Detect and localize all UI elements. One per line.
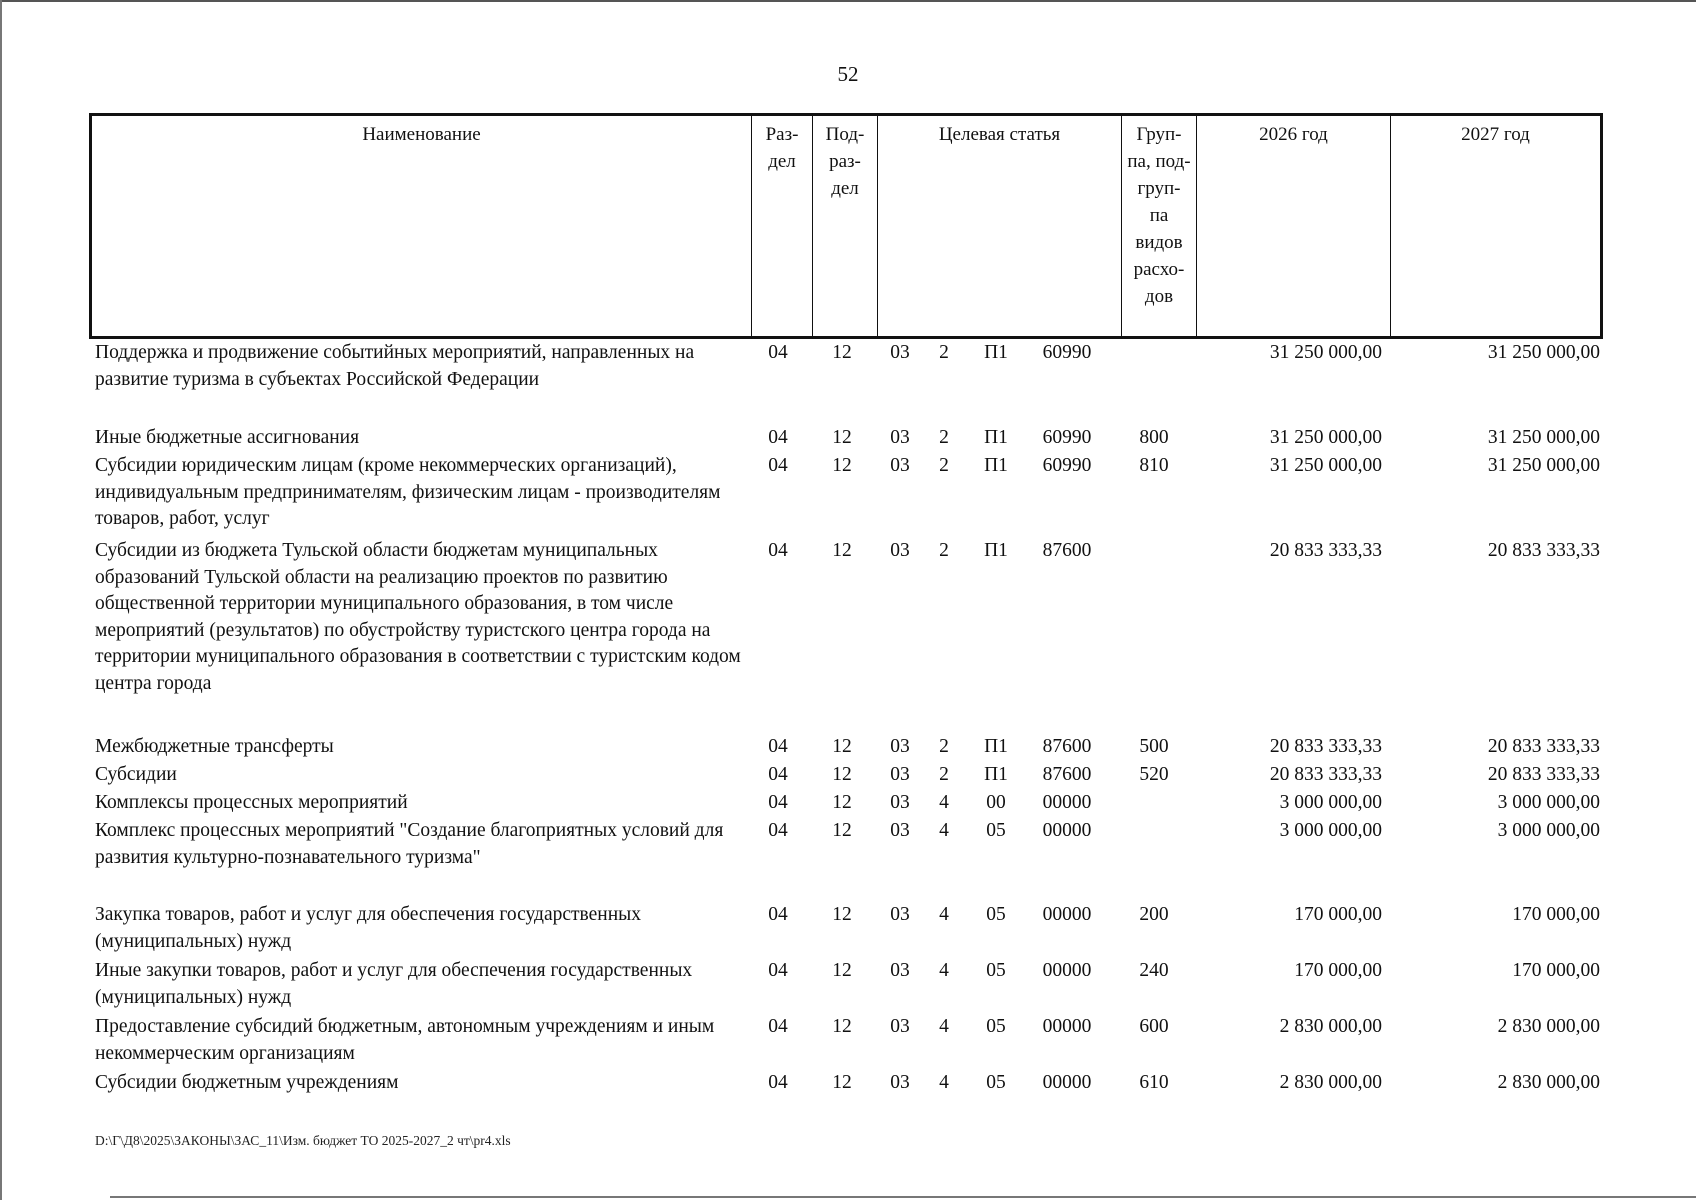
cell-target-structure: П1 xyxy=(984,764,1008,785)
cell-target-type: 4 xyxy=(939,820,949,841)
cell-target-program: 03 xyxy=(890,960,910,981)
cell-podrazdel: 12 xyxy=(832,792,852,813)
cell-amount-2027: 20 833 333,33 xyxy=(1487,736,1600,757)
cell-target-structure: 05 xyxy=(986,904,1006,925)
cell-amount-2027: 3 000 000,00 xyxy=(1497,792,1600,813)
cell-podrazdel: 12 xyxy=(832,960,852,981)
cell-podrazdel: 12 xyxy=(832,1016,852,1037)
cell-target-type: 2 xyxy=(939,342,949,363)
page-border-left xyxy=(0,0,2,1200)
header-year-2026: 2026 год xyxy=(1197,116,1391,336)
cell-amount-2027: 3 000 000,00 xyxy=(1497,820,1600,841)
cell-name: Закупка товаров, работ и услуг для обеспечения государственных (муниципальных) нужд xyxy=(95,904,642,952)
cell-target-program: 03 xyxy=(890,820,910,841)
cell-target-type: 2 xyxy=(939,427,949,448)
header-podrazdel: Под- раз- дел xyxy=(813,116,878,336)
header-razdel: Раз- дел xyxy=(752,116,813,336)
cell-target-program: 03 xyxy=(890,1072,910,1093)
cell-name: Комплексы процессных мероприятий xyxy=(95,792,408,813)
header-year-2027: 2027 год xyxy=(1461,124,1530,145)
page-number: 52 xyxy=(837,62,859,86)
cell-amount-2026: 2 830 000,00 xyxy=(1279,1016,1382,1037)
cell-razdel: 04 xyxy=(768,1072,788,1093)
cell-target-program: 03 xyxy=(890,455,910,476)
cell-razdel: 04 xyxy=(768,904,788,925)
page-border-bottom xyxy=(110,1196,1696,1198)
cell-expense-group: 810 xyxy=(1139,455,1169,476)
cell-name: Комплекс процессных мероприятий "Создание благоприятных условий для развития культурно-познавательного туризма" xyxy=(95,820,724,868)
cell-podrazdel: 12 xyxy=(832,736,852,757)
cell-target-direction: 60990 xyxy=(1042,342,1092,363)
cell-target-structure: 05 xyxy=(986,820,1006,841)
cell-podrazdel: 12 xyxy=(832,540,852,561)
cell-target-type: 4 xyxy=(939,904,949,925)
cell-target-direction: 87600 xyxy=(1042,736,1092,757)
cell-target-direction: 00000 xyxy=(1042,960,1092,981)
cell-razdel: 04 xyxy=(768,1016,788,1037)
cell-target-type: 2 xyxy=(939,736,949,757)
cell-podrazdel: 12 xyxy=(832,820,852,841)
cell-amount-2026: 3 000 000,00 xyxy=(1279,820,1382,841)
cell-target-structure: П1 xyxy=(984,342,1008,363)
cell-name: Субсидии юридическим лицам (кроме некоммерческих организаций), индивидуальным предпринимателям, физическим лицам - производителям товаров, работ, услуг xyxy=(95,455,721,529)
cell-target-direction: 60990 xyxy=(1042,455,1092,476)
cell-target-structure: 05 xyxy=(986,1072,1006,1093)
cell-target-direction: 87600 xyxy=(1042,540,1092,561)
cell-expense-group: 600 xyxy=(1139,1016,1169,1037)
cell-amount-2027: 170 000,00 xyxy=(1512,904,1600,925)
cell-razdel: 04 xyxy=(768,736,788,757)
cell-razdel: 04 xyxy=(768,960,788,981)
header-name: Наименование xyxy=(92,116,752,336)
cell-target-program: 03 xyxy=(890,736,910,757)
cell-amount-2026: 20 833 333,33 xyxy=(1269,764,1382,785)
cell-amount-2027: 20 833 333,33 xyxy=(1487,764,1600,785)
cell-amount-2026: 20 833 333,33 xyxy=(1269,736,1382,757)
cell-name: Предоставление субсидий бюджетным, автономным учреждениям и иным некоммерческим организациям xyxy=(95,1016,715,1064)
cell-name: Субсидии xyxy=(95,764,177,785)
cell-expense-group: 610 xyxy=(1139,1072,1169,1093)
cell-target-program: 03 xyxy=(890,792,910,813)
cell-name: Субсидии бюджетным учреждениям xyxy=(95,1072,399,1093)
cell-target-direction: 00000 xyxy=(1042,904,1092,925)
cell-target-direction: 00000 xyxy=(1042,792,1092,813)
cell-razdel: 04 xyxy=(768,764,788,785)
cell-target-direction: 00000 xyxy=(1042,820,1092,841)
cell-amount-2027: 31 250 000,00 xyxy=(1487,427,1600,448)
cell-name: Иные закупки товаров, работ и услуг для обеспечения государственных (муниципальных) нужд xyxy=(95,960,693,1008)
cell-razdel: 04 xyxy=(768,792,788,813)
cell-amount-2027: 2 830 000,00 xyxy=(1497,1072,1600,1093)
cell-podrazdel: 12 xyxy=(832,1072,852,1093)
cell-amount-2026: 170 000,00 xyxy=(1294,904,1382,925)
cell-podrazdel: 12 xyxy=(832,342,852,363)
cell-podrazdel: 12 xyxy=(832,455,852,476)
cell-target-program: 03 xyxy=(890,904,910,925)
cell-target-program: 03 xyxy=(890,764,910,785)
header-expense-group: Груп- па, под- груп- па видов расхо- дов xyxy=(1122,116,1197,336)
cell-target-program: 03 xyxy=(890,342,910,363)
table-header xyxy=(89,113,1603,339)
cell-target-type: 2 xyxy=(939,540,949,561)
cell-target-type: 2 xyxy=(939,455,949,476)
cell-name: Поддержка и продвижение событийных мероприятий, направленных на развитие туризма в субъектах Российской Федерации xyxy=(95,342,695,390)
cell-target-direction: 87600 xyxy=(1042,764,1092,785)
cell-target-type: 4 xyxy=(939,1016,949,1037)
page-border-top xyxy=(0,0,1696,6)
cell-podrazdel: 12 xyxy=(832,427,852,448)
cell-amount-2027: 2 830 000,00 xyxy=(1497,1016,1600,1037)
cell-name: Межбюджетные трансферты xyxy=(95,736,334,757)
cell-target-direction: 00000 xyxy=(1042,1016,1092,1037)
cell-amount-2026: 20 833 333,33 xyxy=(1269,540,1382,561)
cell-target-type: 2 xyxy=(939,764,949,785)
cell-target-structure: П1 xyxy=(984,540,1008,561)
cell-target-direction: 60990 xyxy=(1042,427,1092,448)
cell-amount-2027: 20 833 333,33 xyxy=(1487,540,1600,561)
cell-target-structure: П1 xyxy=(984,455,1008,476)
cell-amount-2026: 3 000 000,00 xyxy=(1279,792,1382,813)
cell-expense-group: 500 xyxy=(1139,736,1169,757)
cell-amount-2027: 170 000,00 xyxy=(1512,960,1600,981)
cell-expense-group: 200 xyxy=(1139,904,1169,925)
cell-target-direction: 00000 xyxy=(1042,1072,1092,1093)
cell-amount-2027: 31 250 000,00 xyxy=(1487,342,1600,363)
cell-target-program: 03 xyxy=(890,1016,910,1037)
cell-target-program: 03 xyxy=(890,540,910,561)
cell-amount-2027: 31 250 000,00 xyxy=(1487,455,1600,476)
file-path-footer: D:\Г\Д8\2025\ЗАКОНЫ\ЗАС_11\Изм. бюджет ТО 2025-2027_2 чт\pr4.xls xyxy=(95,1133,511,1148)
cell-razdel: 04 xyxy=(768,455,788,476)
cell-razdel: 04 xyxy=(768,342,788,363)
cell-amount-2026: 31 250 000,00 xyxy=(1269,455,1382,476)
cell-target-structure: 05 xyxy=(986,1016,1006,1037)
cell-razdel: 04 xyxy=(768,427,788,448)
cell-target-structure: П1 xyxy=(984,736,1008,757)
cell-target-structure: П1 xyxy=(984,427,1008,448)
cell-amount-2026: 31 250 000,00 xyxy=(1269,427,1382,448)
cell-expense-group: 240 xyxy=(1139,960,1169,981)
cell-target-structure: 05 xyxy=(986,960,1006,981)
cell-podrazdel: 12 xyxy=(832,904,852,925)
cell-razdel: 04 xyxy=(768,820,788,841)
cell-podrazdel: 12 xyxy=(832,764,852,785)
cell-target-program: 03 xyxy=(890,427,910,448)
header-target-article: Целевая статья xyxy=(878,116,1122,336)
cell-target-type: 4 xyxy=(939,1072,949,1093)
cell-razdel: 04 xyxy=(768,540,788,561)
cell-expense-group: 800 xyxy=(1139,427,1169,448)
cell-expense-group: 520 xyxy=(1139,764,1169,785)
cell-amount-2026: 31 250 000,00 xyxy=(1269,342,1382,363)
cell-amount-2026: 2 830 000,00 xyxy=(1279,1072,1382,1093)
cell-target-type: 4 xyxy=(939,792,949,813)
cell-target-structure: 00 xyxy=(986,792,1006,813)
cell-target-type: 4 xyxy=(939,960,949,981)
cell-amount-2026: 170 000,00 xyxy=(1294,960,1382,981)
cell-name: Субсидии из бюджета Тульской области бюджетам муниципальных образований Тульской области на реализацию проектов по развитию общественной территории муниципального образования, в том числе мероприятий (результатов) по обустройству туристского центра города на территории муниципального образования в соответствии с туристским кодом центра города xyxy=(95,540,741,694)
cell-name: Иные бюджетные ассигнования xyxy=(95,427,360,448)
